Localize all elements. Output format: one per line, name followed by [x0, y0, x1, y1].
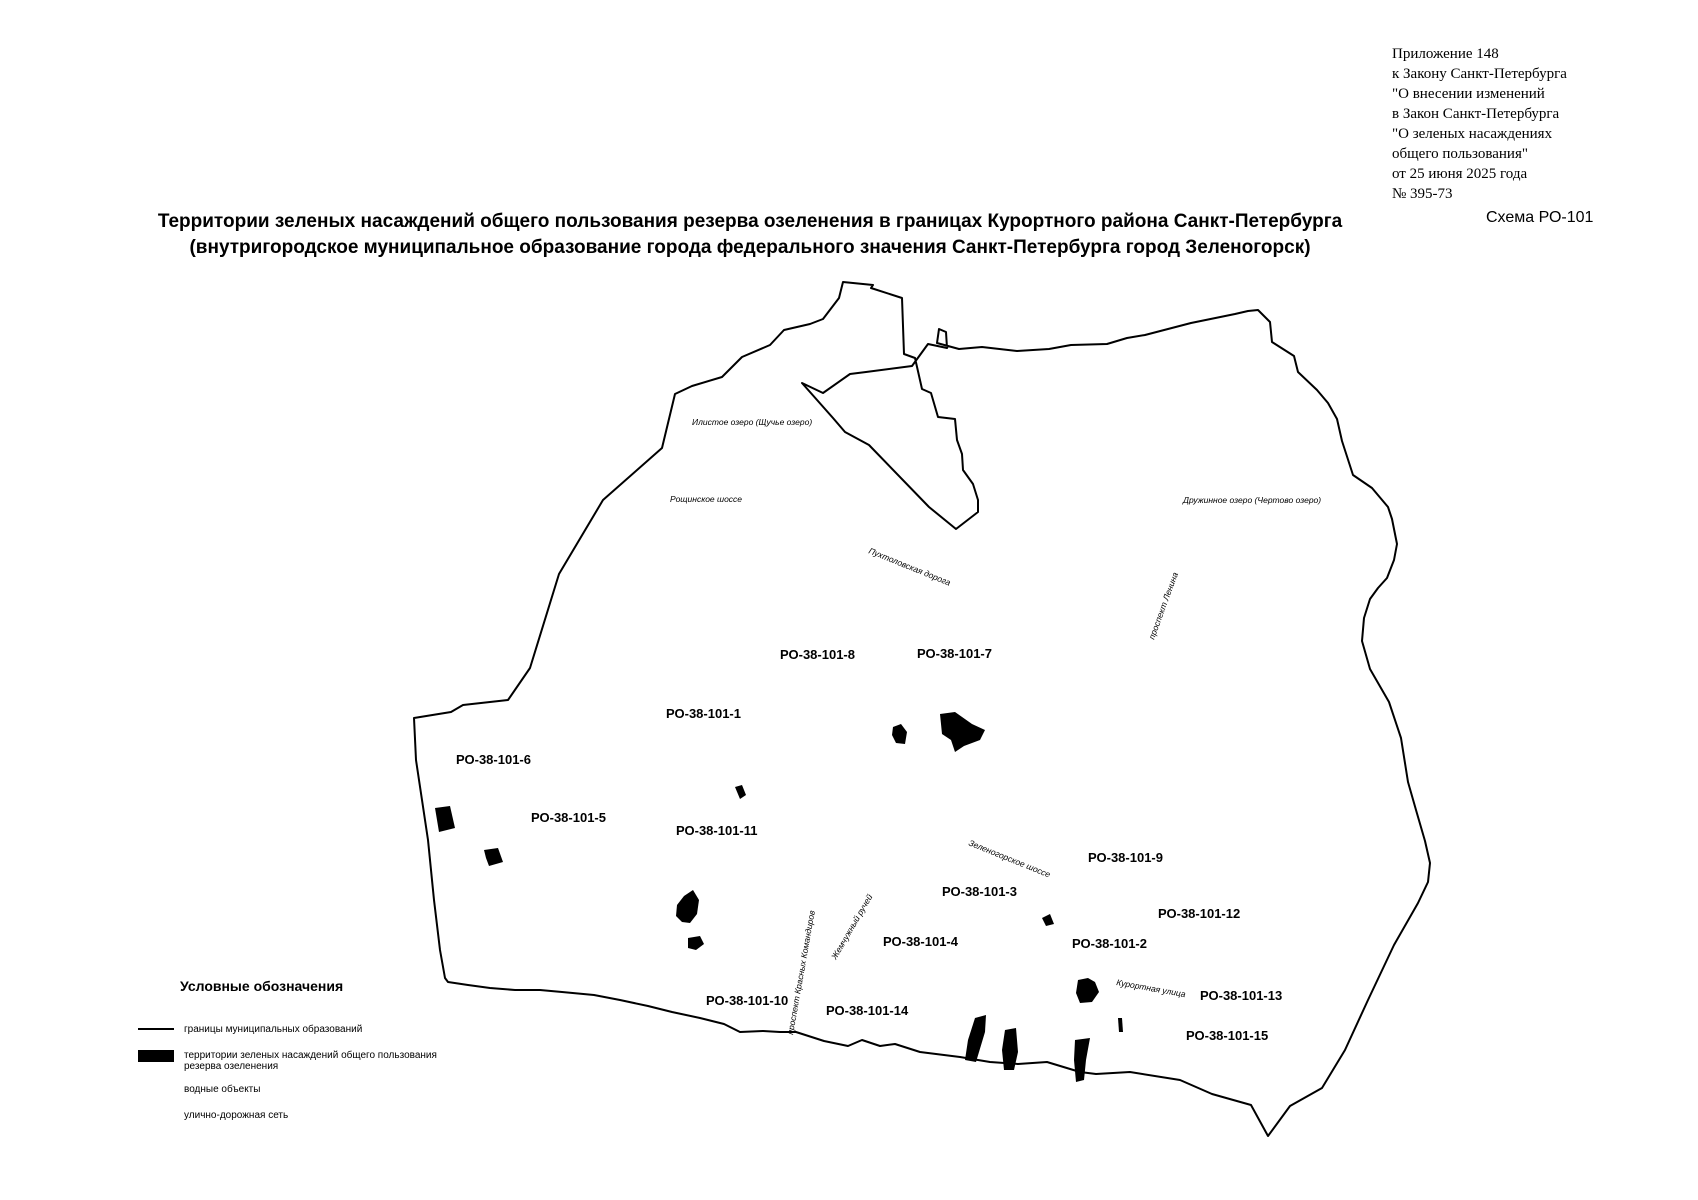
green-area-polygon[interactable]	[892, 724, 907, 744]
green-area-polygon[interactable]	[735, 785, 746, 799]
feature-labels	[670, 417, 1321, 1035]
appendix-line: "О внесении изменений	[1392, 86, 1545, 102]
legend-item-water	[138, 1084, 260, 1098]
appendix-line: № 395-73	[1392, 186, 1453, 202]
legend-item-label: границы муниципальных образований	[184, 1024, 363, 1035]
appendix-line: к Закону Санкт-Петербурга	[1392, 66, 1567, 82]
road-label-pukhtolovskaya: Пухтоловская дорога	[867, 545, 953, 588]
stream-label-zhemchuzhny: Жемчужный ручей	[829, 892, 875, 961]
green-area-polygon[interactable]	[1074, 1038, 1090, 1082]
area-label-ro-38-101-12[interactable]: РО-38-101-12	[1158, 906, 1241, 921]
green-area-polygon[interactable]	[435, 806, 455, 832]
roads-swatch	[138, 1110, 174, 1124]
legend-item-roads	[138, 1110, 288, 1124]
legend-title: Условные обозначения	[180, 978, 344, 994]
area-label-ro-38-101-4[interactable]: РО-38-101-4	[883, 934, 958, 949]
area-label-ro-38-101-1[interactable]: РО-38-101-1	[666, 706, 741, 721]
area-label-ro-38-101-9[interactable]: РО-38-101-9	[1088, 850, 1163, 865]
boundary-line-swatch	[138, 1024, 174, 1038]
green-area-polygon[interactable]	[688, 936, 704, 950]
road-label-lenina: проспект Ленина	[1146, 570, 1181, 641]
green-area-polygon[interactable]	[1042, 914, 1054, 926]
road-label-zelenogorskoe: Зеленогорское шоссе	[967, 837, 1052, 880]
area-label-ro-38-101-8[interactable]: РО-38-101-8	[780, 647, 855, 662]
area-label-ro-38-101-2[interactable]: РО-38-101-2	[1072, 936, 1147, 951]
green-area-polygon[interactable]	[484, 848, 503, 866]
area-label-ro-38-101-5[interactable]: РО-38-101-5	[531, 810, 606, 825]
appendix-line: "О зеленых насаждениях	[1392, 126, 1553, 142]
area-label-ro-38-101-14[interactable]: РО-38-101-14	[826, 1003, 909, 1018]
green-area-polygon[interactable]	[676, 890, 699, 923]
green-area-polygon[interactable]	[1118, 1018, 1123, 1032]
area-label-ro-38-101-15[interactable]: РО-38-101-15	[1186, 1028, 1269, 1043]
map-title-line-2: (внутригородское муниципальное образование города федерального значения Санкт-Петербурга город Зеленогорск)	[189, 237, 1311, 258]
green-area-swatch	[138, 1050, 174, 1064]
area-label-ro-38-101-11[interactable]: РО-38-101-11	[676, 823, 758, 838]
appendix-line: от 25 июня 2025 года	[1392, 166, 1528, 182]
appendix-line: Приложение 148	[1392, 46, 1499, 62]
water-swatch	[138, 1084, 174, 1098]
district-boundary	[414, 282, 1430, 1136]
lake-label-druzhinnoe: Дружинное озеро (Чертово озеро)	[1183, 495, 1322, 505]
legend-item-label: водные объекты	[184, 1084, 261, 1095]
area-label-ro-38-101-7[interactable]: РО-38-101-7	[917, 646, 992, 661]
green-area-polygon[interactable]	[1076, 978, 1099, 1003]
appendix-line: общего пользования"	[1392, 146, 1528, 162]
road-label-kurortnaya: Курортная улица	[1115, 977, 1187, 1000]
lake-label-ilistoe: Илистое озеро (Щучье озеро)	[692, 417, 813, 427]
scheme-label: Схема РО-101	[1486, 209, 1594, 226]
map-title-line-1: Территории зеленых насаждений общего пользования резерва озеленения в границах Курортного района Санкт-Петербурга	[157, 211, 1343, 232]
green-area-polygon[interactable]	[940, 712, 985, 752]
area-label-ro-38-101-3[interactable]: РО-38-101-3	[942, 884, 1017, 899]
area-label-ro-38-101-13[interactable]: РО-38-101-13	[1200, 988, 1283, 1003]
road-label-roshchinskoe: Рощинское шоссе	[670, 494, 743, 504]
green-area-polygon[interactable]	[965, 1015, 986, 1062]
legend-item-label: улично-дорожная сеть	[184, 1110, 289, 1121]
legend-item-boundary	[138, 1024, 362, 1038]
legend-item-label: территории зеленых насаждений общего пользования резерва озеленения	[184, 1050, 437, 1072]
appendix-line: в Закон Санкт-Петербурга	[1392, 106, 1560, 122]
green-areas	[435, 712, 1123, 1082]
road-label-krasnykh-komandirov: проспект Красных Командиров	[785, 909, 817, 1036]
legend-item-green	[138, 1050, 474, 1072]
area-label-ro-38-101-6[interactable]: РО-38-101-6	[456, 752, 531, 767]
area-label-ro-38-101-10[interactable]: РО-38-101-10	[706, 993, 789, 1008]
